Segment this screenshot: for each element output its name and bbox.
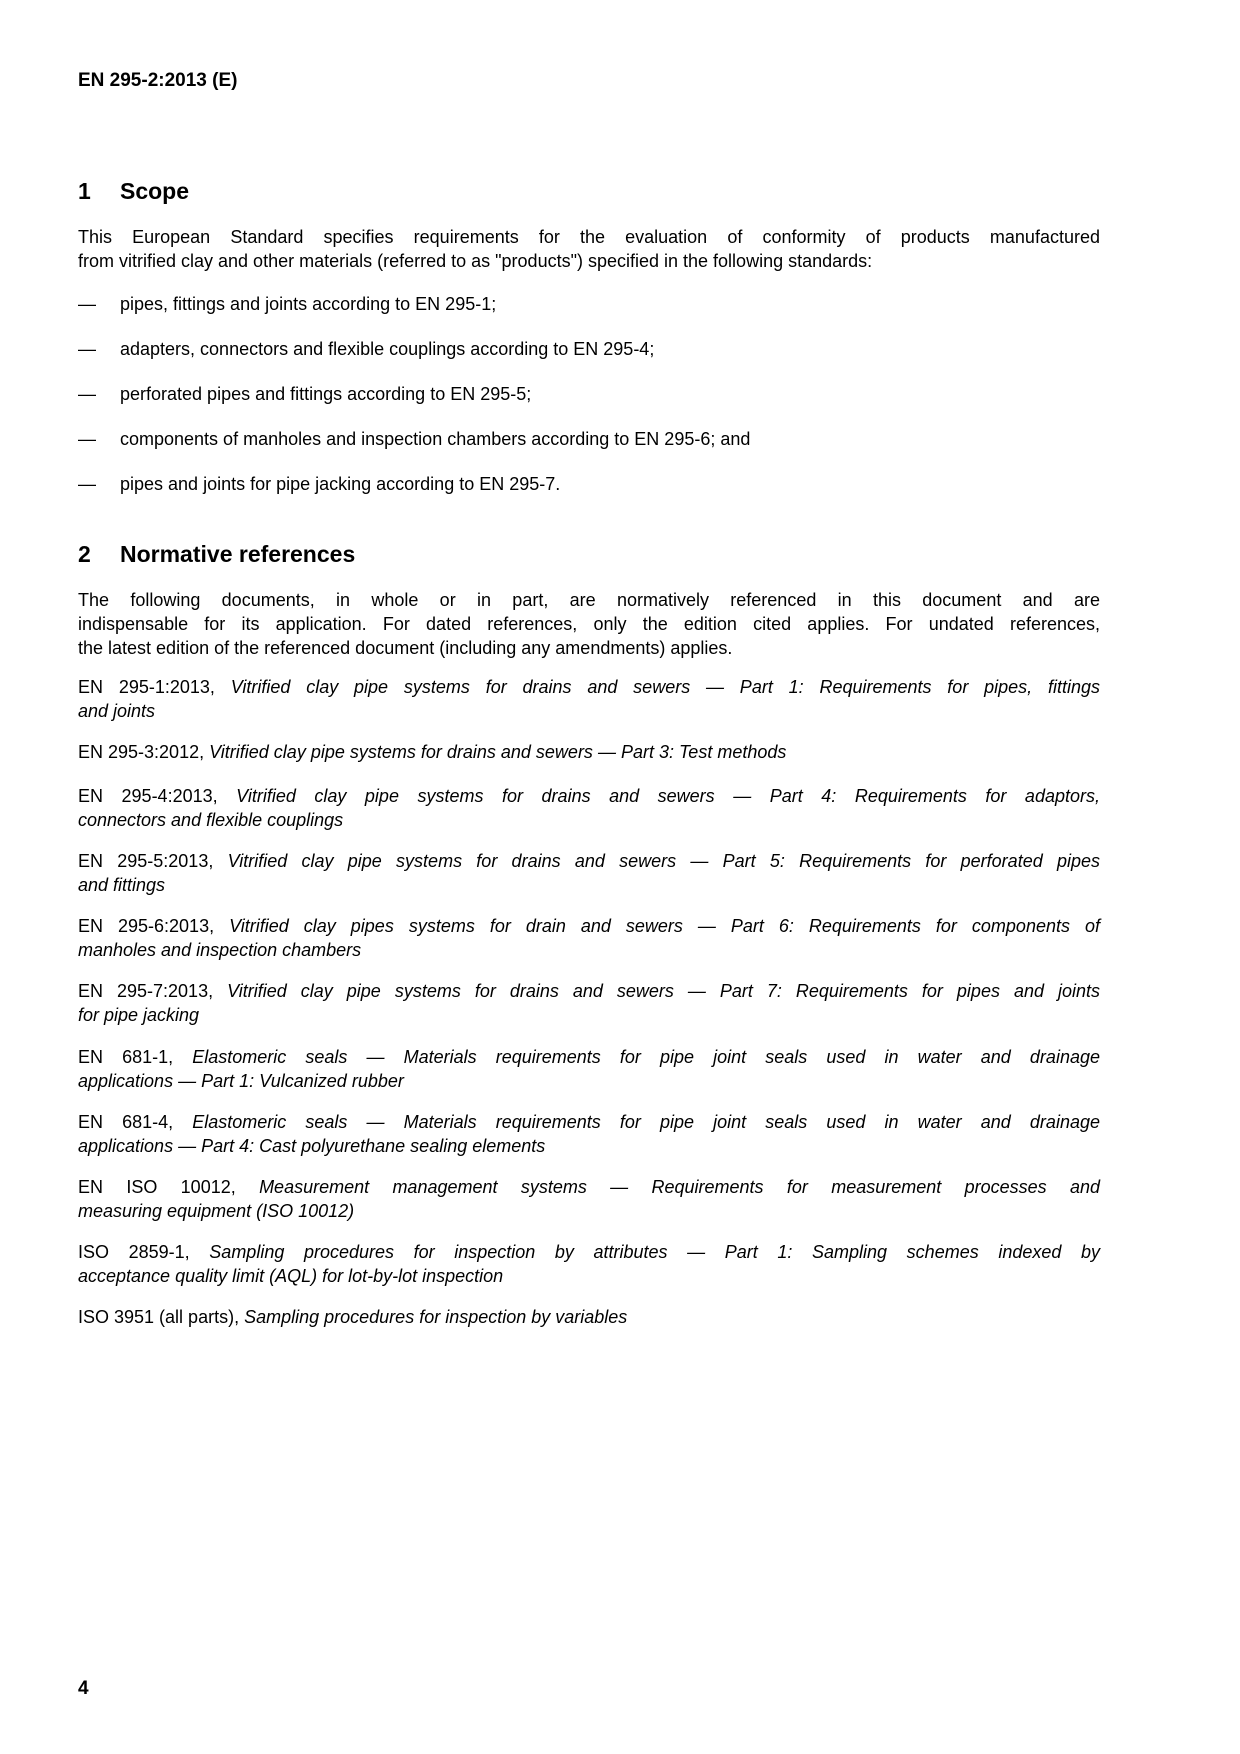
reference-title: Vitrified clay pipe systems for drains and sewers — Part 3: Test methods [209,742,787,762]
reference-title: Vitrified clay pipe systems for drains and sewers — Part 7: Requirements for pipes and joints [227,981,1100,1001]
section-number: 2 [78,541,91,567]
reference-entry [78,1240,1100,1288]
paragraph-line: the latest edition of the referenced document (including any amendments) applies. [78,638,733,658]
reference-title-continued: and joints [78,701,156,721]
document-identifier: EN 295-2:2013 (E) [78,70,238,91]
dash-bullet: — [78,429,96,449]
reference-entry [78,675,1100,723]
reference-entry [78,914,1100,962]
reference-title-continued: measuring equipment (ISO 10012) [78,1201,355,1221]
reference-title: Measurement management systems — Requirements for measurement processes and [259,1177,1100,1197]
reference-code: ISO 2859-1, [78,1242,190,1262]
reference-title: Elastomeric seals — Materials requirements for pipe joint seals used in water and drainage [192,1112,1100,1132]
list-item-text: perforated pipes and fittings according to EN 295-5; [120,384,532,404]
reference-title: Sampling procedures for inspection by attributes — Part 1: Sampling schemes indexed by [209,1242,1100,1262]
section-title: Normative references [120,541,356,567]
dash-bullet: — [78,339,96,359]
paragraph-line: The following documents, in whole or in part, are normatively referenced in this document and are [78,590,1100,610]
section-title: Scope [120,178,190,204]
dash-bullet: — [78,384,96,404]
dash-bullet: — [78,474,96,494]
reference-title-continued: and fittings [78,875,166,895]
reference-code: EN 295-5:2013, [78,851,214,871]
reference-code: ISO 3951 (all parts), [78,1307,240,1327]
reference-entry [78,740,1100,764]
reference-title: Vitrified clay pipe systems for drains and sewers — Part 1: Requirements for pipes, fittings [230,677,1100,697]
paragraph-line: This European Standard specifies requirements for the evaluation of conformity of products manufactured [78,227,1100,247]
reference-title-continued: manholes and inspection chambers [78,940,362,960]
list-item-text: pipes, fittings and joints according to EN 295-1; [120,294,497,314]
paragraph-line: from vitrified clay and other materials (referred to as "products") specified in the following standards: [78,251,873,271]
reference-code: EN 295-4:2013, [78,786,218,806]
reference-code: EN 295-7:2013, [78,981,214,1001]
reference-entry [78,1175,1100,1223]
list-item-text: adapters, connectors and flexible couplings according to EN 295-4; [120,339,655,359]
section-heading-normative-references [78,541,355,568]
reference-title-continued: connectors and flexible couplings [78,810,344,830]
reference-title: Vitrified clay pipe systems for drains and sewers — Part 5: Requirements for perforated pipes [227,851,1100,871]
reference-title-continued: for pipe jacking [78,1005,200,1025]
normative-intro-paragraph [78,588,1100,660]
scope-intro-paragraph [78,225,1100,273]
reference-title-continued: acceptance quality limit (AQL) for lot-by-lot inspection [78,1266,504,1286]
section-number: 1 [78,178,91,204]
reference-entry [78,1110,1100,1158]
reference-title-continued: applications — Part 1: Vulcanized rubber [78,1071,404,1091]
reference-code: EN ISO 10012, [78,1177,236,1197]
section-heading-scope [78,178,189,205]
reference-title: Sampling procedures for inspection by variables [244,1307,628,1327]
reference-entry [78,1045,1100,1093]
paragraph-line: indispensable for its application. For dated references, only the edition cited applies. For undated references, [78,614,1100,634]
reference-entry [78,784,1100,832]
reference-code: EN 295-1:2013, [78,677,215,697]
list-item-text: components of manholes and inspection chambers according to EN 295-6; and [120,429,751,449]
reference-entry [78,979,1100,1027]
reference-entry [78,849,1100,897]
dash-bullet: — [78,294,96,314]
reference-title: Elastomeric seals — Materials requirements for pipe joint seals used in water and drainage [192,1047,1100,1067]
reference-code: EN 295-3:2012, [78,742,205,762]
page-number: 4 [78,1678,89,1699]
reference-code: EN 681-4, [78,1112,174,1132]
list-item-text: pipes and joints for pipe jacking according to EN 295-7. [120,474,561,494]
reference-code: EN 295-6:2013, [78,916,215,936]
reference-code: EN 681-1, [78,1047,174,1067]
reference-title: Vitrified clay pipe systems for drains and sewers — Part 4: Requirements for adaptors, [236,786,1100,806]
reference-entry [78,1305,1100,1329]
reference-title-continued: applications — Part 4: Cast polyurethane sealing elements [78,1136,546,1156]
reference-title: Vitrified clay pipes systems for drain and sewers — Part 6: Requirements for components of [229,916,1100,936]
